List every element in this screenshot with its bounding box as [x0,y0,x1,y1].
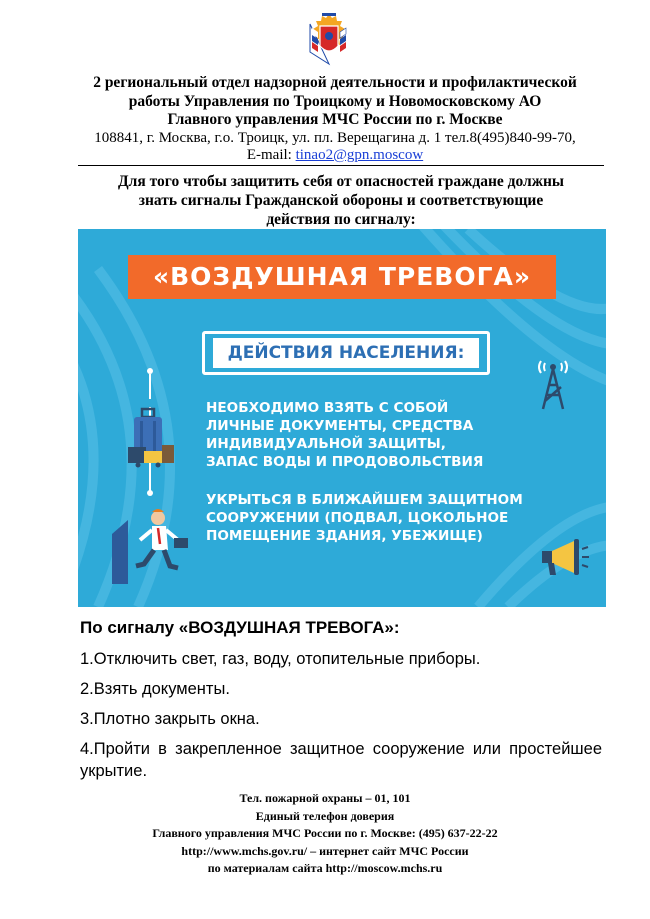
intro-line: действия по сигналу: [266,211,416,228]
action-take-shelter [206,491,536,545]
action-line: ЗАПАС ВОДЫ И ПРОДОВОЛЬСТВИЯ [206,454,484,470]
header-divider [78,165,604,166]
step-item: 2.Взять документы. [80,680,230,698]
footer-line: по материалам сайта http://moscow.mchs.ru [207,861,443,875]
action-line: ИНДИВИДУАЛЬНОЙ ЗАЩИТЫ, [206,436,446,452]
footer-line: http://www.mchs.gov.ru/ – интернет сайт МЧС России [181,843,469,858]
footer-line: Главного управления МЧС России по г. Москве: (495) 637-22-22 [152,826,498,840]
steps-list [80,648,602,790]
email-line [70,147,600,165]
address-line: 108841, г. Москва, г.о. Троицк, ул. пл. Верещагина д. 1 тел.8(495)840-99-70, [94,129,576,146]
footer-line: Единый телефон доверия [255,808,395,823]
intro-line: знать сигналы Гражданской обороны и соответствующие [138,192,544,209]
org-name-line: Главного управления МЧС России по г. Москве [167,111,503,128]
email-label: E-mail: [246,147,292,163]
running-man-icon [108,504,196,584]
org-name-line: работы Управления по Троицкому и Новомосковскому АО [128,92,542,110]
poster-subtitle-box [202,331,490,375]
signal-heading: По сигналу «ВОЗДУШНАЯ ТРЕВОГА»: [80,618,400,637]
intro-line: Для того чтобы защитить себя от опасностей граждане должны [118,173,564,190]
action-line: ЛИЧНЫЕ ДОКУМЕНТЫ, СРЕДСТВА [206,418,474,434]
poster-subtitle: ДЕЙСТВИЯ НАСЕЛЕНИЯ: [213,338,479,368]
action-line: ПОМЕЩЕНИЕ ЗДАНИЯ, УБЕЖИЩЕ) [206,528,483,544]
action-line: НЕОБХОДИМО ВЗЯТЬ С СОБОЙ [206,400,449,416]
step-item: 3.Плотно закрыть окна. [80,710,260,728]
intro-text [76,172,606,229]
org-name-line: 2 региональный отдел надзорной деятельности и профилактической [93,74,577,91]
mchs-emblem-icon [308,12,350,66]
step-item: 4.Пройти в закрепленное защитное сооружение или простейшее укрытие. [80,740,602,780]
header [70,74,600,165]
poster-actions [206,399,536,565]
action-line: СООРУЖЕНИИ (ПОДВАЛ, ЦОКОЛЬНОЕ [206,510,509,526]
action-take-items [206,399,536,471]
suitcase-icon [126,407,178,469]
footer [100,790,550,878]
poster-title: «ВОЗДУШНАЯ ТРЕВОГА» [128,255,556,299]
step-item: 1.Отключить свет, газ, воду, отопительные приборы. [80,650,481,668]
email-link[interactable]: tinao2@gpn.moscow [295,147,424,163]
action-line: УКРЫТЬСЯ В БЛИЖАЙШЕМ ЗАЩИТНОМ [206,492,523,508]
radio-tower-icon [533,349,573,411]
megaphone-icon [540,537,590,579]
footer-line: Тел. пожарной охраны – 01, 101 [239,791,411,805]
air-raid-poster [78,229,606,607]
